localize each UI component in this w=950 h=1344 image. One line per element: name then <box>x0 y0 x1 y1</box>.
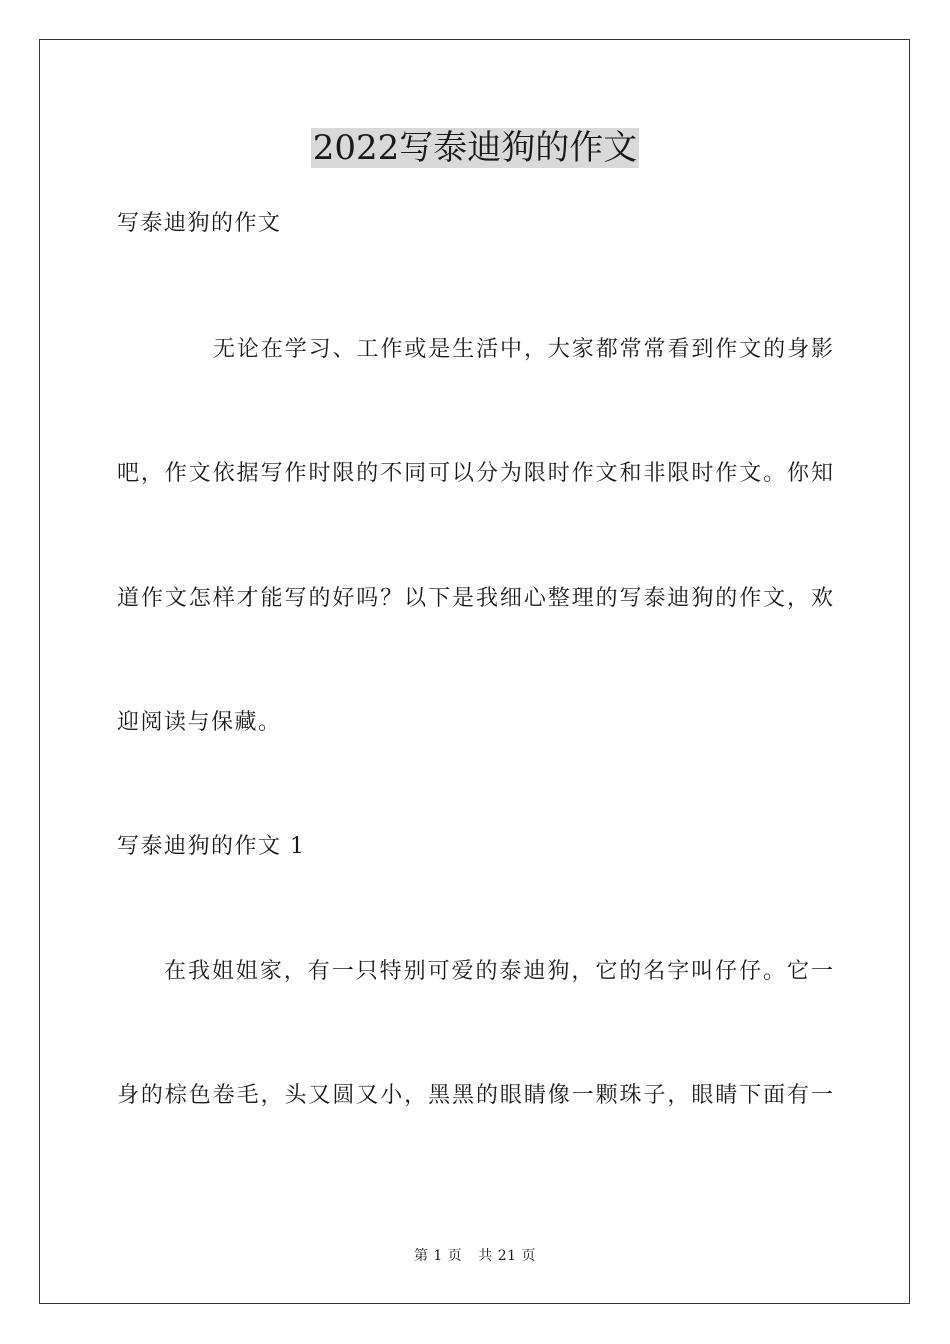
document-title-text: 2022写泰迪狗的作文 <box>312 128 638 168</box>
page-number: 第 1 页 <box>413 1248 463 1264</box>
intro-line-4: 迎阅读与保藏。 <box>117 710 282 735</box>
section-heading: 写泰迪狗的作文 1 <box>117 834 306 859</box>
intro-line-3: 道作文怎样才能写的好吗？以下是我细心整理的写泰迪狗的作文，欢 <box>117 586 833 611</box>
page-total: 共 21 页 <box>478 1248 537 1264</box>
section-line-2: 身的棕色卷毛，头又圆又小，黑黑的眼睛像一颗珠子，眼睛下面有一 <box>117 1083 833 1108</box>
intro-line-2: 吧，作文依据写作时限的不同可以分为限时作文和非限时作文。你知 <box>117 461 833 486</box>
intro-line-1: 无论在学习、工作或是生活中，大家都常常看到作文的身影 <box>213 337 833 362</box>
document-title <box>0 128 950 168</box>
page-footer <box>0 1247 950 1265</box>
document-subtitle: 写泰迪狗的作文 <box>117 211 282 236</box>
section-line-1: 在我姐姐家，有一只特别可爱的泰迪狗，它的名字叫仔仔。它一 <box>164 959 833 984</box>
